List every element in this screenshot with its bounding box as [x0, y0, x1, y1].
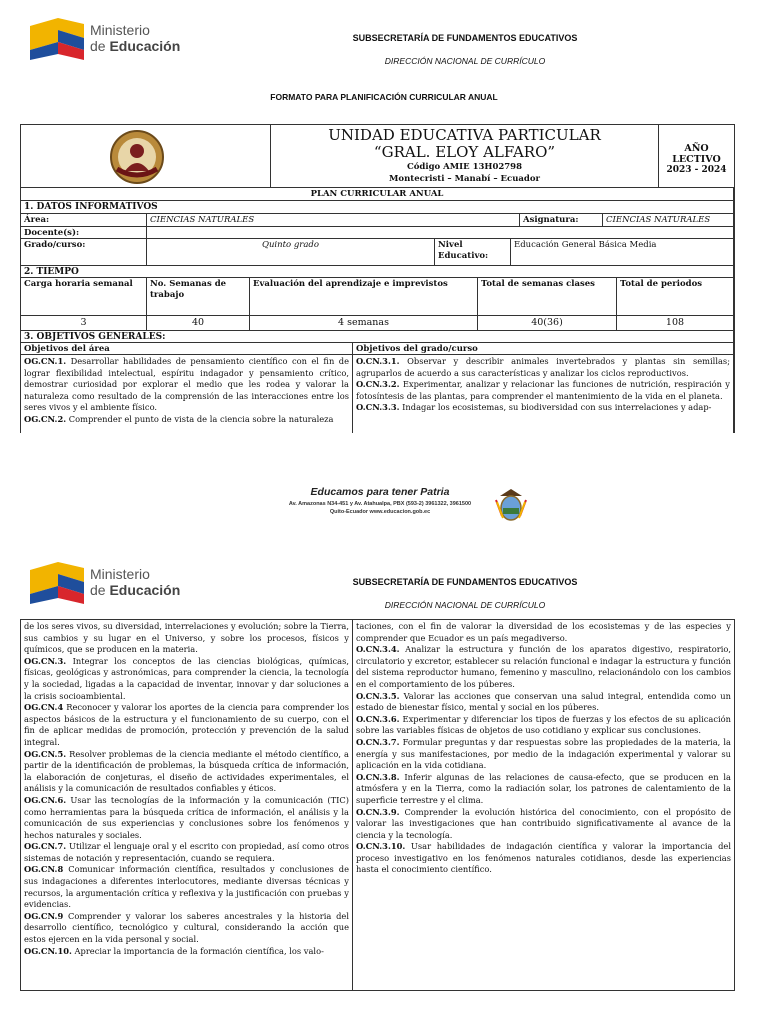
- objetivo-area-item: OG.CN.7. Utilizar el lenguaje oral y el escrito con propiedad, así como otros sistemas de notación y representación, cuando se requiera.: [24, 841, 349, 863]
- nivel-label: Nivel Educativo:: [435, 239, 511, 266]
- objetivos-grado-p1: [353, 355, 734, 433]
- direccion-heading: DIRECCIÓN NACIONAL DE CURRÍCULO: [384, 600, 546, 610]
- tiempo-value-evaluacion: 4 semanas: [250, 316, 478, 331]
- objetivo-grado-item: O.CN.3.2. Experimentar, analizar y relacionar las funciones de nutrición, respiración y fotosíntesis de las plantas, para comprender el mantenimiento de la vida en el planeta.: [356, 379, 730, 401]
- objetivo-grado-item: O.CN.3.4. Analizar la estructura y función de los aparatos digestivo, respiratorio, circulatorio y excretor, establecer su relación funcional e indagar la estructura y función del sistema reproductor humano, femenino y masculino, relacionándolo con los cambios en el comportamiento de los púberes.: [356, 644, 731, 689]
- tiempo-header-carga: Carga horaria semanal: [21, 278, 147, 316]
- document-page-2: [0, 548, 768, 1024]
- objetivos-area-header: Objetivos del área: [21, 343, 353, 355]
- tiempo-header-total-periodos: Total de periodos: [617, 278, 734, 316]
- page-separator: [0, 540, 768, 548]
- datos-section-title: 1. DATOS INFORMATIVOS: [21, 201, 734, 214]
- docente-label: Docente(s):: [21, 227, 147, 239]
- coat-of-arms-icon: [494, 486, 528, 526]
- logo-educacion-text: de Educación: [90, 38, 181, 54]
- nivel-value: Educación General Básica Media: [511, 239, 734, 266]
- tiempo-value-semanas: 40: [147, 316, 250, 331]
- docente-value: [147, 227, 734, 239]
- objetivos-area-p2: [21, 620, 353, 990]
- objetivo-area-item: OG.CN.4 Reconocer y valorar los aportes de la ciencia para comprender los aspectos básicos de la estructura y el funcionamiento de su cuerpo, con el fin de aplicar medidas de promoción, protección y prevención de la salud integral.: [24, 702, 349, 747]
- school-crest-icon: [109, 129, 165, 185]
- footer-city: Quito-Ecuador www.educacion.gob.ec: [329, 509, 431, 515]
- objetivo-area-item: OG.CN.5. Resolver problemas de la ciencia mediante el método científico, a partir de la identificación de problemas, la búsqueda crítica de información, la elaboración de conjeturas, el diseño de actividades experimentales, el análisis y la comunicación de resultados confiables y éticos.: [24, 748, 349, 794]
- asignatura-value: CIENCIAS NATURALES: [603, 214, 734, 227]
- objetivo-area-item: OG.CN.2. Comprender el punto de vista de la ciencia sobre la naturaleza: [24, 413, 334, 424]
- formato-title: FORMATO PARA PLANIFICACIÓN CURRICULAR ANUAL: [270, 92, 498, 102]
- objetivo-grado-item: O.CN.3.8. Inferir algunas de las relaciones de causa-efecto, que se producen en la atmósfera y en la Tierra, como la radiación solar, los patrones de calentamiento de la superficie terrestre y el clima.: [356, 771, 731, 805]
- ecuador-flag-icon: [28, 16, 86, 62]
- school-name: UNIDAD EDUCATIVA PARTICULAR: [328, 126, 601, 144]
- objetivo-area-item: OG.CN.1. Desarrollar habilidades de pensamiento científico con el fin de lograr flexibilidad intelectual, espíritu indagador y pensamiento crítico, demostrar curiosidad por explorar el medio que les rodea y valorar la naturaleza como resultado de la comprensión de las interacciones entre los seres vivos y el ambiente físico.: [24, 356, 349, 413]
- grado-label: Grado/curso:: [21, 239, 147, 266]
- school-crest-cell: [21, 125, 271, 187]
- tiempo-section-title: 2. TIEMPO: [21, 266, 734, 278]
- school-year-cell: [659, 125, 734, 187]
- objetivo-area-item: OG.CN.3. Integrar los conceptos de las ciencias biológicas, químicas, físicas, geológicas y astronómicas, para comprender la ciencia, la tecnología y la sociedad, ligadas a la capacidad de inventar, innovar y dar soluciones a la crisis socioambiental.: [24, 655, 349, 701]
- school-name-cell: [271, 125, 659, 187]
- school-header-box: [20, 124, 735, 188]
- tiempo-value-total-periodos: 108: [617, 316, 734, 331]
- logo-ministerio-text: Ministerio: [90, 22, 150, 38]
- plan-title: PLAN CURRICULAR ANUAL: [21, 188, 734, 201]
- objetivo-grado-item: O.CN.3.7. Formular preguntas y dar respuestas sobre las propiedades de la materia, la energía y sus manifestaciones, por medio de la indagación experimental y valorar su aplicación en la vida cotidiana.: [356, 736, 731, 771]
- plan-table: [20, 187, 735, 433]
- objetivo-area-item: OG.CN.10. Apreciar la importancia de la formación científica, los valo-: [24, 945, 324, 956]
- subsecretaria-heading: SUBSECRETARÍA DE FUNDAMENTOS EDUCATIVOS: [352, 33, 578, 43]
- school-subname: “GRAL. ELOY ALFARO”: [373, 143, 556, 161]
- objetivos-section-title: 3. OBJETIVOS GENERALES:: [21, 331, 734, 343]
- objetivo-area-item: OG.CN.6. Usar las tecnologías de la información y la comunicación (TIC) como herramientas para la búsqueda crítica de información, el análisis y la comunicación de sus experiencias y conclusiones sobre los fenómenos y hechos naturales y sociales.: [24, 794, 349, 840]
- objetivo-grado-item: O.CN.3.5. Valorar las acciones que conservan una salud integral, entendida como un estado de bienestar físico, mental y social en los púberes.: [356, 690, 731, 713]
- footer-address: Av. Amazonas N34-451 y Av. Atahualpa, PBX (593-2) 3961322, 3961500: [288, 501, 472, 507]
- objetivos-continuation-table: [20, 619, 735, 991]
- objetivo-area-item: OG.CN.8 Comunicar información científica, resultados y conclusiones de sus indagaciones a diferentes interlocutores, mediante diversas técnicas y recursos, la argumentación crítica y reflexiva y la justificación con pruebas y evidencias.: [24, 864, 349, 910]
- direccion-heading: DIRECCIÓN NACIONAL DE CURRÍCULO: [384, 56, 546, 66]
- objetivo-area-item: OG.CN.9 Comprender y valorar los saberes ancestrales y la historia del desarrollo científico, tecnológico y cultural, considerando la acción que estos ejercen en la vida personal y social.: [24, 910, 349, 945]
- footer-slogan: Educamos para tener Patria: [310, 486, 450, 498]
- year-value: 2023 - 2024: [666, 165, 727, 175]
- ministry-logo: [28, 560, 188, 606]
- year-label: AÑO LECTIVO: [672, 143, 721, 165]
- tiempo-header-evaluacion: Evaluación del aprendizaje e imprevistos: [250, 278, 478, 316]
- school-location: Montecristi – Manabí – Ecuador: [389, 174, 540, 184]
- objetivos-grado-header: Objetivos del grado/curso: [353, 343, 734, 355]
- school-amie: Código AMIE 13H02798: [406, 162, 523, 172]
- objetivos-grado-p2: [353, 620, 734, 990]
- logo-ministerio-text: Ministerio: [90, 566, 150, 582]
- logo-educacion-text: de Educación: [90, 582, 181, 598]
- area-value: CIENCIAS NATURALES: [147, 214, 520, 227]
- tiempo-header-total-semanas: Total de semanas clases: [478, 278, 617, 316]
- objetivo-grado-continuation: taciones, con el fin de valorar la diversidad de los ecosistemas y de las especies y comprender que Ecuador es un país megadiverso.: [356, 621, 731, 643]
- objetivo-grado-item: O.CN.3.3. Indagar los ecosistemas, su biodiversidad con sus interrelaciones y adap-: [356, 402, 712, 413]
- objetivo-grado-item: O.CN.3.6. Experimentar y diferenciar los tipos de fuerzas y los efectos de su aplicación sobre las variables físicas de objetos de uso cotidiano y explicar sus conclusiones.: [356, 713, 731, 736]
- area-label: Área:: [21, 214, 147, 227]
- asignatura-label: Asignatura:: [520, 214, 603, 227]
- objetivo-grado-item: O.CN.3.10. Usar habilidades de indagación científica y valorar la importancia del proceso investigativo en los fenómenos naturales cotidianos, desde las experiencias hasta el conocimiento científico.: [356, 841, 731, 875]
- subsecretaria-heading: SUBSECRETARÍA DE FUNDAMENTOS EDUCATIVOS: [352, 577, 578, 587]
- ecuador-flag-icon: [28, 560, 86, 606]
- ministry-logo: [28, 16, 188, 62]
- objetivo-grado-item: O.CN.3.1. Observar y describir animales invertebrados y plantas sin semillas; agruparlos de acuerdo a sus características y analizar los ciclos reproductivos.: [356, 356, 730, 378]
- objetivo-grado-item: O.CN.3.9. Comprender la evolución histórica del conocimiento, con el propósito de valorar las investigaciones que han contribuido significativamente al avance de la ciencia y la tecnología.: [356, 806, 731, 840]
- tiempo-value-carga: 3: [21, 316, 147, 331]
- tiempo-header-semanas: No. Semanas de trabajo: [147, 278, 250, 316]
- objetivos-area-p1: [21, 355, 353, 433]
- grado-value: Quinto grado: [147, 239, 435, 266]
- objetivo-area-continuation: de los seres vivos, su diversidad, interrelaciones y evolución; sobre la Tierra, sus cambios y su lugar en el Universo, y sobre los procesos, físicos y químicos, que se producen en la materia.: [24, 621, 349, 655]
- tiempo-value-total-semanas: 40(36): [478, 316, 617, 331]
